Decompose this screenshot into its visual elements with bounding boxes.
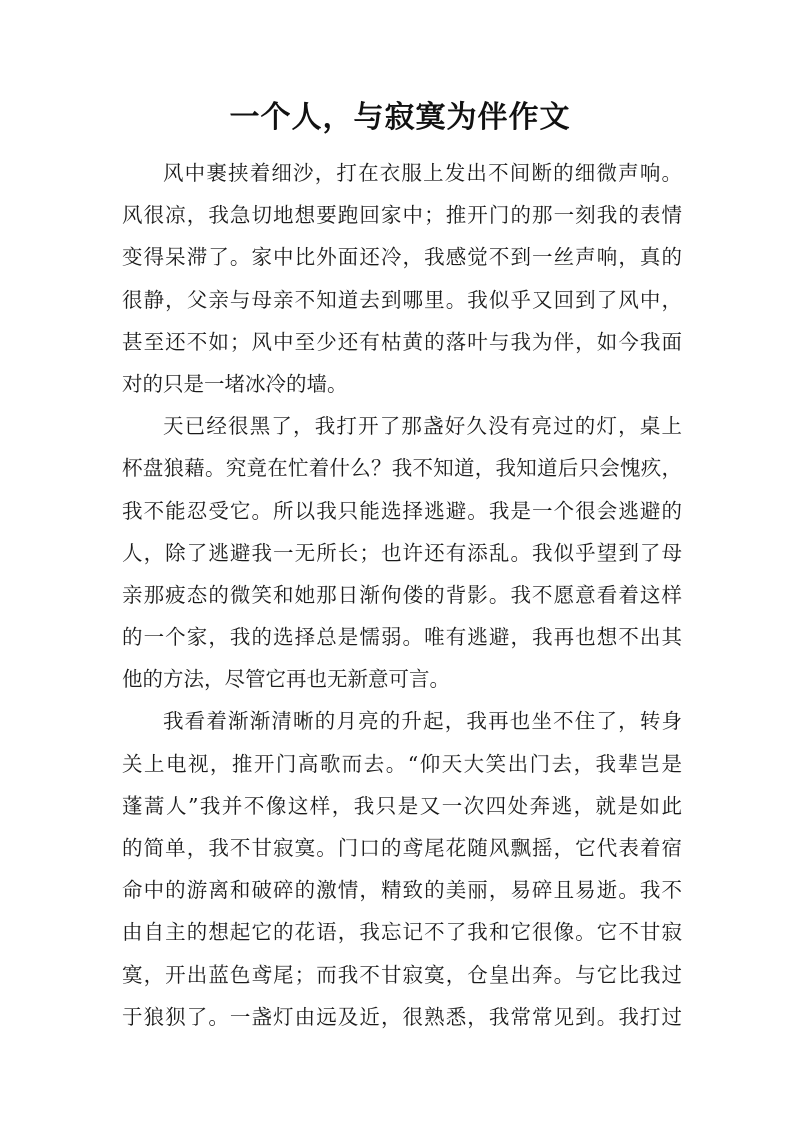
text-line: 风很凉，我急切地想要跑回家中；推开门的那一刻我的表情 — [122, 203, 682, 228]
text-line: 的一个家，我的选择总是懦弱。唯有逃避，我再也想不出其 — [122, 625, 682, 650]
text-line: 的简单，我不甘寂寞。门口的鸢尾花随风飘摇，它代表着宿 — [122, 836, 682, 860]
text-line: 命中的游离和破碎的激情，精致的美丽，易碎且易逝。我不 — [122, 878, 682, 903]
text-line: 变得呆滞了。家中比外面还冷，我感觉不到一丝声响，真的 — [122, 245, 682, 270]
document-title: 一个人，与寂寞为伴作文 — [229, 100, 571, 135]
text-line: 我不能忍受它。所以我只能选择逃避。我是一个很会逃避的 — [122, 498, 682, 523]
text-line: 甚至还不如；风中至少还有枯黄的落叶与我为伴，如今我面 — [122, 329, 682, 354]
text-line: 蓬蒿人”我并不像这样，我只是又一次四处奔逃，就是如此 — [122, 793, 682, 818]
text-line: 于狼狈了。一盏灯由远及近，很熟悉，我常常见到。我打过 — [122, 1004, 682, 1029]
text-line: 风中裹挟着细沙，打在衣服上发出不间断的细微声响。 — [163, 161, 682, 185]
text-line: 他的方法，尽管它再也无新意可言。 — [122, 667, 450, 692]
text-line: 亲那疲态的微笑和她那日渐佝偻的背影。我不愿意看着这样 — [122, 582, 682, 607]
text-line: 关上电视，推开门高歌而去。“仰天大笑出门去，我辈岂是 — [122, 751, 682, 776]
paragraph-3 — [122, 700, 682, 1038]
text-line: 对的只是一堵冰冷的墙。 — [122, 371, 348, 396]
paragraph-1 — [122, 152, 682, 405]
paragraph-2 — [122, 405, 682, 700]
text-line: 天已经很黑了，我打开了那盏好久没有亮过的灯，桌上 — [163, 414, 682, 439]
text-line: 人，除了逃避我一无所长；也许还有添乱。我似乎望到了母 — [122, 540, 682, 565]
text-line: 很静，父亲与母亲不知道去到哪里。我似乎又回到了风中， — [122, 287, 682, 312]
text-line: 杯盘狼藉。究竟在忙着什么？我不知道，我知道后只会愧疚， — [122, 456, 682, 481]
document-body — [122, 152, 682, 1038]
text-line: 由自主的想起它的花语，我忘记不了我和它很像。它不甘寂 — [122, 920, 682, 945]
text-line: 我看着渐渐清晰的月亮的升起，我再也坐不住了，转身 — [163, 709, 682, 734]
text-line: 寞，开出蓝色鸢尾；而我不甘寂寞，仓皇出奔。与它比我过 — [122, 962, 682, 987]
